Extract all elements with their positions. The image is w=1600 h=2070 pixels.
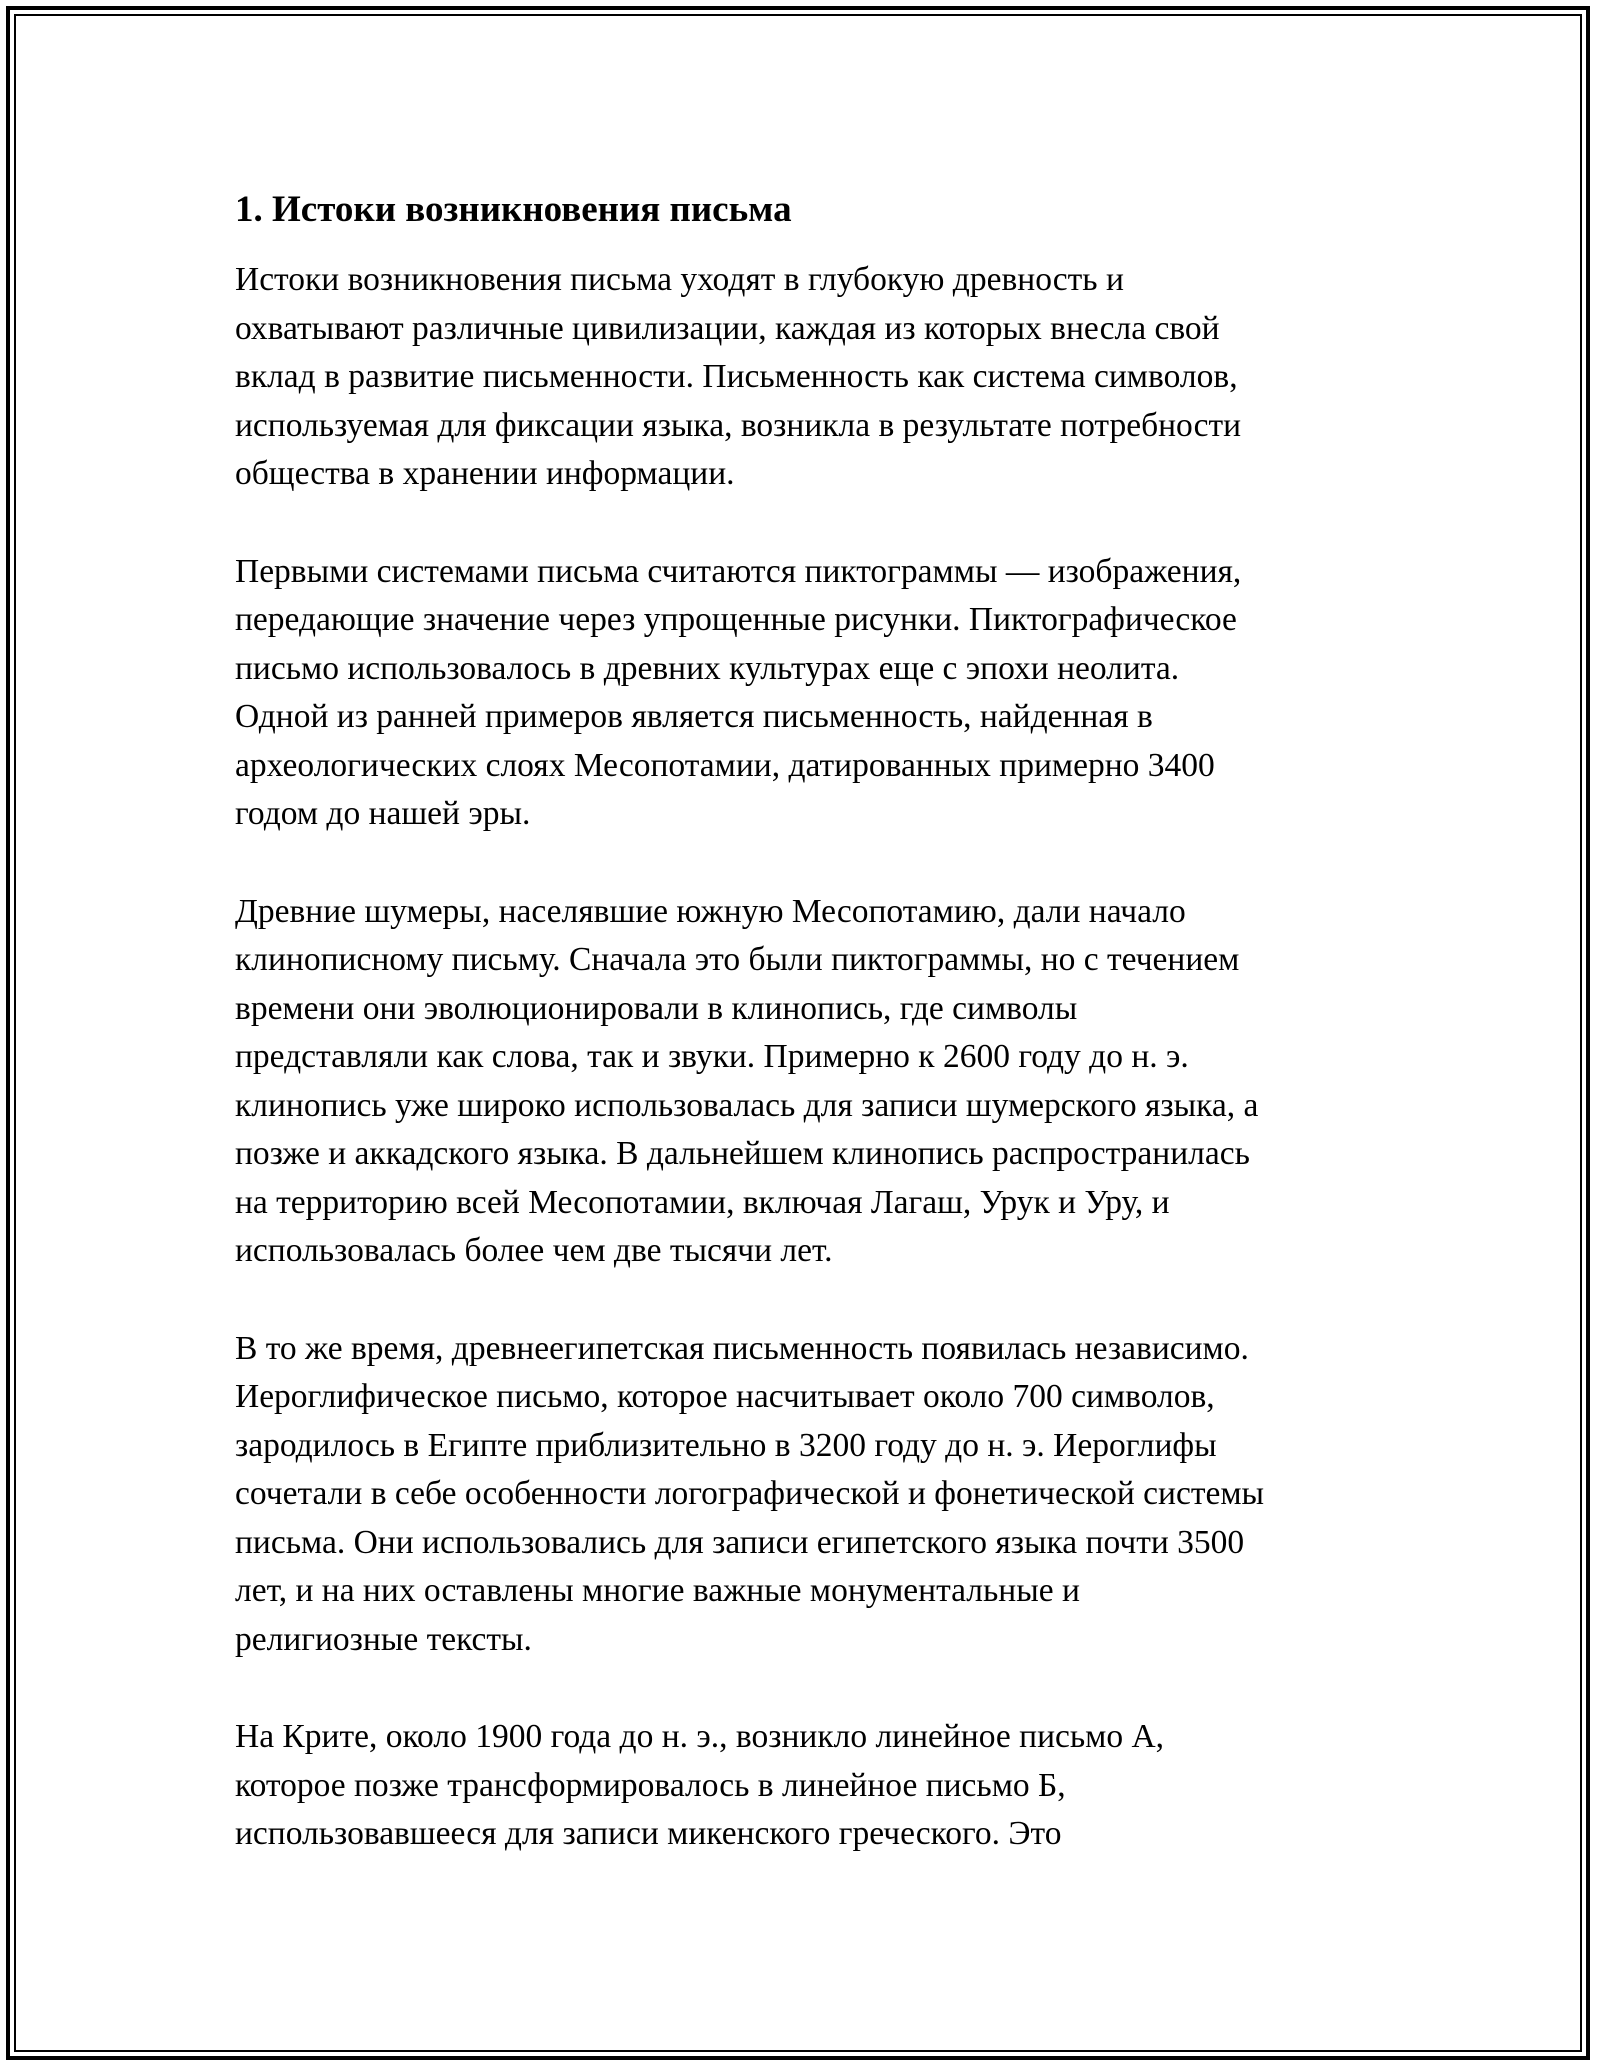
paragraph-4: В то же время, древнеегипетская письменность появилась независимо. Иероглифическое письмо, которое насчитывает около 700 символов, зародилось в Египте приблизительно в 3200 году до н. э. Иероглифы сочетали в себе особенности логографической и фонетической системы письма. Они использовались для записи египетского языка почти 3500 лет, и на них оставлены многие важные монументальные и религиозные тексты. [235,1329,1265,1658]
paragraph-2: Первыми системами письма считаются пиктограммы — изображения, передающие значение через упрощенные рисунки. Пиктографическое письмо использовалось в древних культурах еще с эпохи неолита. Одной из ранней примеров является письменность, найденная в археологических слоях Месопотамии, датированных примерно 3400 годом до нашей эры. [235,552,1242,832]
paragraph-3: Древние шумеры, населявшие южную Месопотамию, дали начало клинописному письму. Сначала это были пиктограммы, но с течением времени они эволюционировали в клинопись, где символы представляли как слова, так и звуки. Примерно к 2600 году до н. э. клинопись уже широко использовалась для записи шумерского языка, а позже и аккадского языка. В дальнейшем клинопись распространилась на территорию всей Месопотамии, включая Лагаш, Урук и Уру, и использовалась более чем две тысячи лет. [235,892,1259,1269]
paragraph-1: Истоки возникновения письма уходят в глубокую древность и охватывают различные цивилизации, каждая из которых внесла свой вклад в развитие письменности. Письменность как система символов, используемая для фиксации языка, возникла в результате потребности общества в хранении информации. [235,261,1242,492]
paragraph-5: На Крите, около 1900 года до н. э., возникло линейное письмо А, которое позже трансформировалось в линейное письмо Б, использовавшееся для записи микенского греческого. Это [235,1718,1165,1852]
document-body [235,186,1385,1908]
section-heading: 1. Истоки возникновения письма [235,189,792,230]
